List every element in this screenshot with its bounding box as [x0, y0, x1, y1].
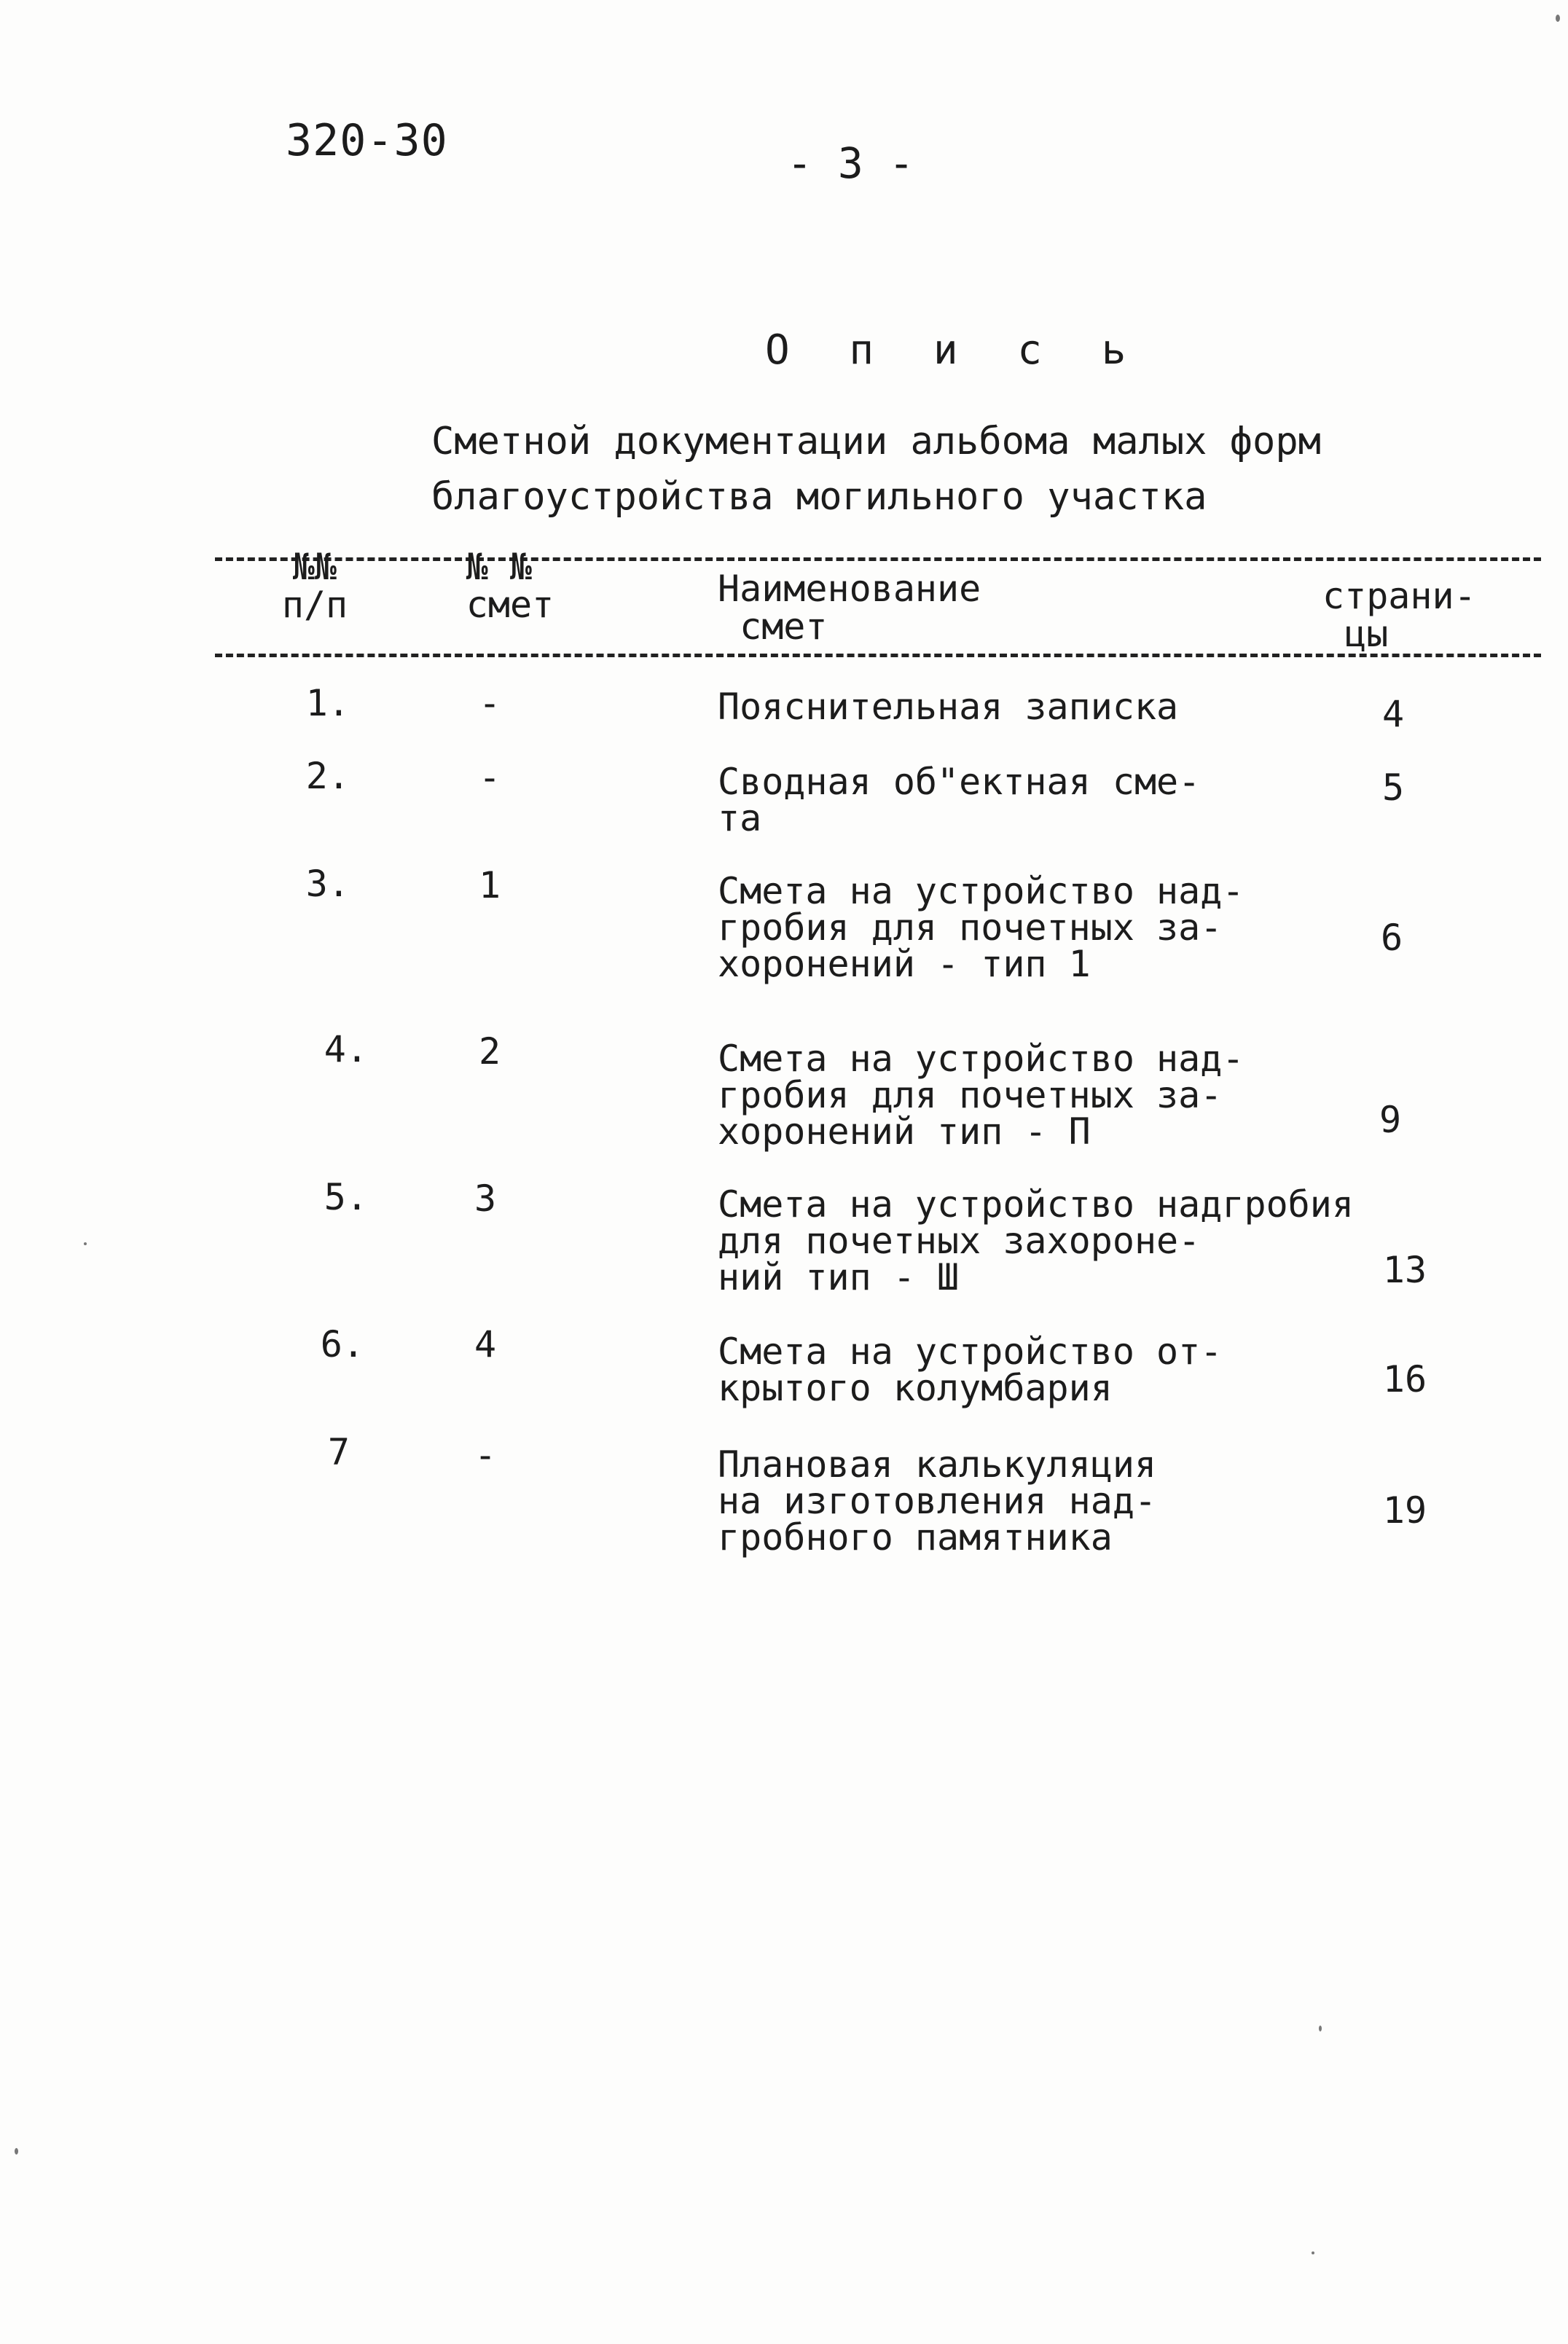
row-4-page: 9	[1379, 1099, 1402, 1141]
column-header-name: Наименование смет	[718, 568, 981, 648]
row-1-name: Пояснительная записка	[718, 686, 1179, 728]
row-4-number: 4.	[324, 1028, 368, 1070]
row-2-estimate: -	[478, 756, 501, 799]
document-code: 320-30	[286, 115, 448, 166]
column-header-estimate: № № смет	[466, 546, 554, 626]
scan-speck	[84, 1242, 87, 1245]
column-header-pages: страни- цы	[1322, 575, 1476, 655]
page-number: - 3 -	[787, 138, 914, 188]
row-5-page: 13	[1382, 1249, 1427, 1291]
row-2-page: 5	[1381, 767, 1405, 809]
row-5-number: 5.	[324, 1176, 368, 1218]
row-3-page: 6	[1380, 917, 1403, 959]
row-2-name: Сводная об"ектная сме- та	[718, 761, 1201, 839]
row-7-number: 7	[327, 1431, 350, 1473]
row-7-name: Плановая калькуляция на изготовления над- гробного памятника	[718, 1443, 1157, 1559]
row-7-estimate: -	[474, 1434, 497, 1476]
row-6-estimate: 4	[474, 1323, 497, 1365]
scan-speck	[1319, 2026, 1322, 2031]
row-4-name: Смета на устройство над- гробия для почетных за- хоронений тип - П	[718, 1038, 1244, 1153]
table-top-rule	[215, 557, 1541, 561]
document-subtitle: Сметной документации альбома малых форм благоустройства могильного участка	[431, 420, 1321, 519]
row-1-page: 4	[1381, 693, 1405, 735]
row-3-estimate: 1	[478, 864, 501, 906]
scan-speck	[15, 2148, 18, 2155]
row-5-estimate: 3	[474, 1177, 497, 1220]
row-6-name: Смета на устройство от- крытого колумбария	[718, 1330, 1223, 1409]
row-2-number: 2.	[305, 755, 350, 797]
row-3-number: 3.	[305, 863, 350, 905]
row-6-number: 6.	[320, 1323, 364, 1365]
scan-speck	[1556, 15, 1560, 22]
column-header-number: №№ п/п	[281, 546, 348, 626]
scan-speck	[1312, 2251, 1314, 2254]
row-1-number: 1.	[305, 682, 350, 724]
row-3-name: Смета на устройство над- гробия для почетных за- хоронений - тип 1	[718, 870, 1244, 985]
row-5-name: Смета на устройство надгробия для почетных захороне- ний тип - Ш	[718, 1183, 1354, 1298]
row-6-page: 16	[1382, 1358, 1427, 1400]
row-1-estimate: -	[478, 682, 501, 724]
document-title: О п и с ь	[765, 326, 1144, 374]
row-7-page: 19	[1382, 1489, 1427, 1532]
row-4-estimate: 2	[478, 1030, 501, 1073]
